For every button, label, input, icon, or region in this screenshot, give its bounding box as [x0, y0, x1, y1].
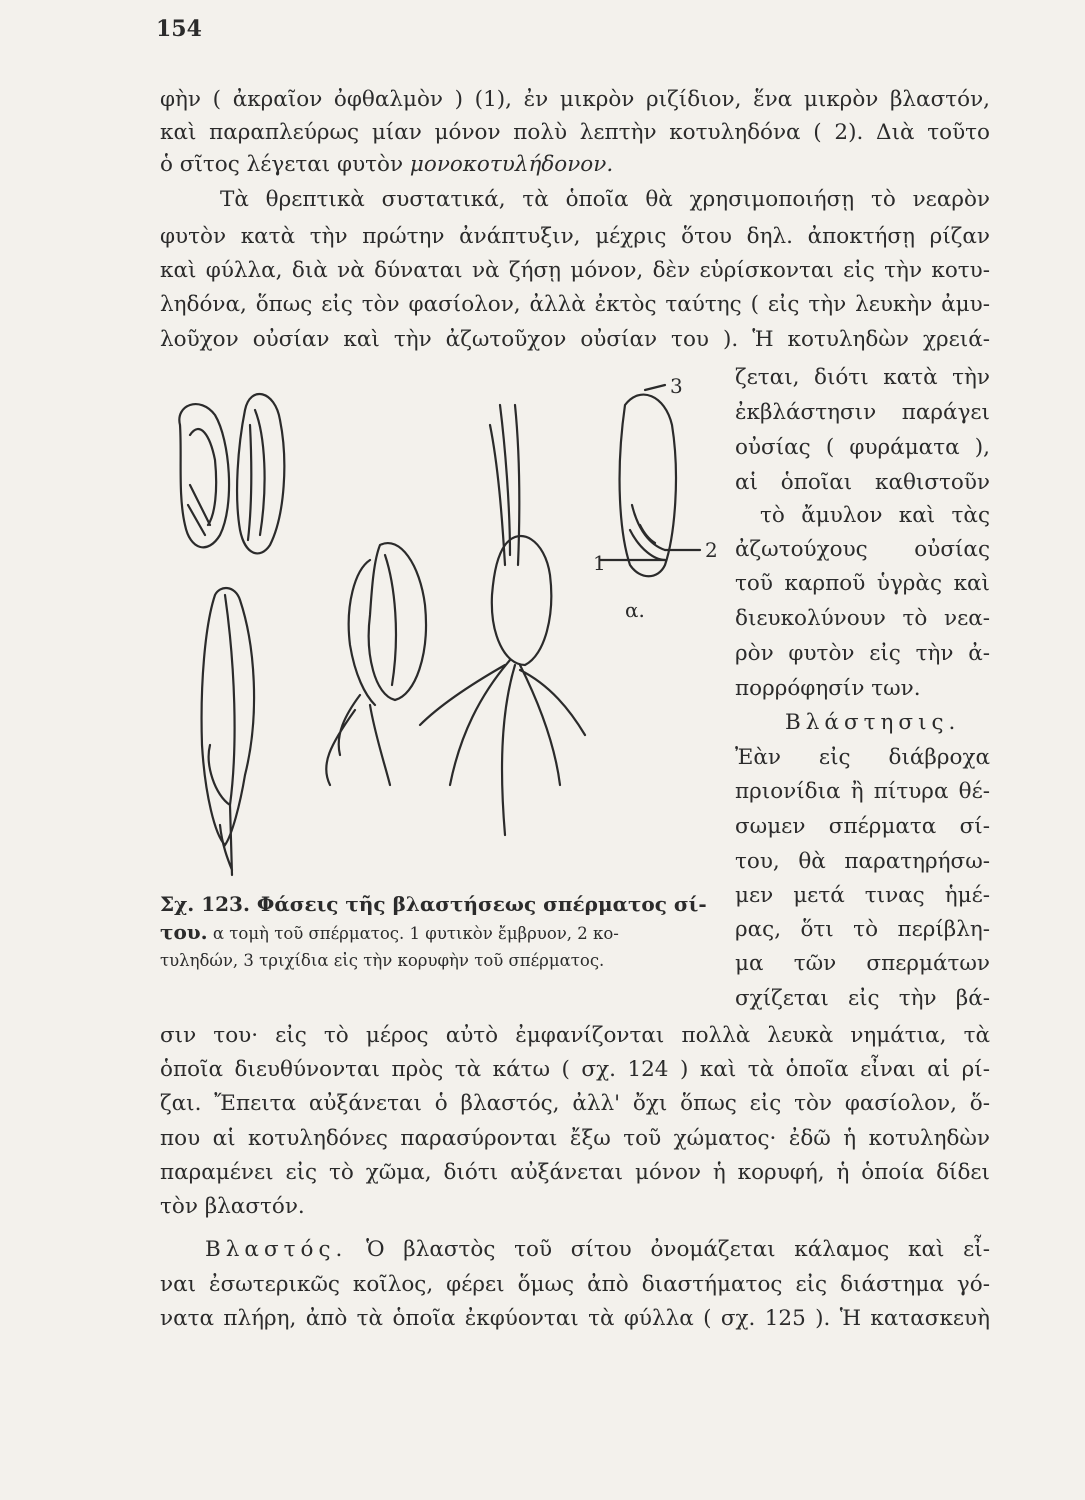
column-line: τοῦ καρποῦ ὑγρὰς καὶ	[735, 571, 990, 596]
seed-sprout-drawing	[369, 543, 426, 700]
column-line: πορρόφησίν των.	[735, 676, 921, 701]
text-line: φὴν ( ἀκραῖον ὀφθαλμὸν ) (1), ἐν μικρὸν ριζίδιον, ἕνα μικρὸν βλαστόν,	[160, 87, 990, 112]
column-line: οὐσίας ( φυράματα ),	[735, 435, 990, 460]
text-line: ὁποῖα διευθύνονται πρὸς τὰ κάτω ( σχ. 124 ) καὶ τὰ ὁποῖα εἶναι αἱ ρί-	[160, 1057, 990, 1082]
column-line: μεν μετά τινας ἡμέ-	[735, 883, 990, 908]
italic-term: μονοκοτυλήδονον.	[409, 152, 614, 177]
text-line: καὶ φύλλα, διὰ νὰ δύναται νὰ ζήσῃ μόνον, δὲν εὑρίσκονται εἰς τὴν κοτυ-	[160, 258, 990, 283]
column-line: διευκολύνουν τὸ νεα-	[735, 606, 990, 631]
column-line: πριονίδια ἢ πίτυρα θέ-	[735, 779, 990, 804]
caption-title-cont: του.	[160, 920, 208, 944]
column-line: σωμεν σπέρματα σί-	[735, 814, 990, 839]
side-column	[735, 365, 990, 1015]
column-line: ἐκβλάστησιν παράγει	[735, 400, 990, 425]
text-line: παραμένει εἰς τὸ χῶμα, διότι αὐξάνεται μόνον ἡ κορυφή, ἡ ὁποία δίδει	[160, 1160, 990, 1185]
column-line: ρας, ὅτι τὸ περίβλη-	[735, 917, 990, 942]
seed-germination-figure	[160, 365, 735, 890]
label-2: 2	[705, 538, 718, 562]
text-line: ληδόνα, ὅπως εἰς τὸν φασίολον, ἀλλὰ ἐκτὸς ταύτης ( εἰς τὴν λευκὴν ἀμυ-	[160, 292, 990, 317]
text-line: ναι ἐσωτερικῶς κοῖλος, φέρει ὅμως ἀπὸ διαστήματος εἰς διάστημα γό-	[160, 1272, 990, 1297]
column-line: σχίζεται εἰς τὴν βά-	[735, 986, 990, 1011]
column-line: του, θὰ παρατηρήσω-	[735, 849, 990, 874]
text-line	[205, 1237, 990, 1263]
text-line: λοῦχον οὐσίαν καὶ τὴν ἀζωτοῦχον οὐσίαν του ). Ἡ κοτυληδὼν χρειά-	[160, 327, 990, 352]
label-3: 3	[670, 374, 683, 398]
column-line: ζεται, διότι κατὰ τὴν	[735, 365, 990, 390]
caption-text: α τομὴ τοῦ σπέρματος. 1 φυτικὸν ἔμβρυον, 2 κο-	[207, 924, 619, 943]
column-line: αἱ ὁποῖαι καθιστοῦν	[735, 470, 990, 495]
column-line: ἀζωτούχους οὐσίας	[735, 537, 990, 562]
section-heading-blastos: Βλαστός.	[205, 1237, 348, 1262]
text-line: νατα πλήρη, ἀπὸ τὰ ὁποῖα ἐκφύονται τὰ φύλλα ( σχ. 125 ). Ἡ κατασκευὴ	[160, 1306, 990, 1331]
text-run: ὁ σῖτος λέγεται φυτὸν	[160, 152, 410, 177]
text-line: σιν του· εἰς τὸ μέρος αὐτὸ ἐμφανίζονται πολλὰ λευκὰ νημάτια, τὰ	[160, 1023, 990, 1048]
caption-text: τυληδών, 3 τριχίδια εἰς τὴν κορυφὴν τοῦ σπέρματος.	[160, 951, 605, 970]
text-line: Τὰ θρεπτικὰ συστατικά, τὰ ὁποῖα θὰ χρησιμοποιήσῃ τὸ νεαρὸν	[220, 187, 990, 212]
seed-root-drawing	[202, 588, 254, 845]
germination-drawing	[160, 365, 735, 890]
text-run: Ὁ βλαστὸς τοῦ σίτου ὀνομάζεται κάλαμος καὶ εἶ-	[347, 1237, 990, 1262]
column-line: τὸ ἄμυλον καὶ τὰς	[760, 503, 990, 528]
caption-title: Σχ. 123. Φάσεις τῆς βλαστήσεως σπέρματος σί-	[160, 892, 707, 916]
page-number: 154	[156, 16, 202, 42]
column-line: Ἐὰν εἰς διάβροχα	[735, 745, 990, 770]
column-line: μα τῶν σπερμάτων	[735, 951, 990, 976]
label-1: 1	[593, 551, 606, 575]
text-line	[160, 152, 613, 178]
text-line: τὸν βλαστόν.	[160, 1194, 305, 1219]
text-line: ζαι. Ἔπειτα αὐξάνεται ὁ βλαστός, ἀλλ' ὄχι ὅπως εἰς τὸν φασίολον, ὅ-	[160, 1091, 990, 1116]
figure-caption	[160, 893, 707, 917]
label-a: α.	[625, 598, 645, 622]
section-heading-blastesis: Βλάστησις.	[785, 710, 961, 735]
text-line: φυτὸν κατὰ τὴν πρώτην ἀνάπτυξιν, μέχρις ὅτου δηλ. ἀποκτήσῃ ρίζαν	[160, 224, 990, 249]
text-line: καὶ παραπλεύρως μίαν μόνον πολὺ λεπτὴν κοτυληδόνα ( 2). Διὰ τοῦτο	[160, 120, 990, 145]
seedling-drawing	[492, 536, 551, 665]
seed-cut-drawing	[179, 404, 229, 547]
figure-caption	[160, 921, 619, 945]
text-line: που αἱ κοτυληδόνες παρασύρονται ἔξω τοῦ χώματος· ἐδῶ ἡ κοτυληδὼν	[160, 1126, 990, 1151]
column-line: ρὸν φυτὸν εἰς τὴν ἀ-	[735, 641, 990, 666]
